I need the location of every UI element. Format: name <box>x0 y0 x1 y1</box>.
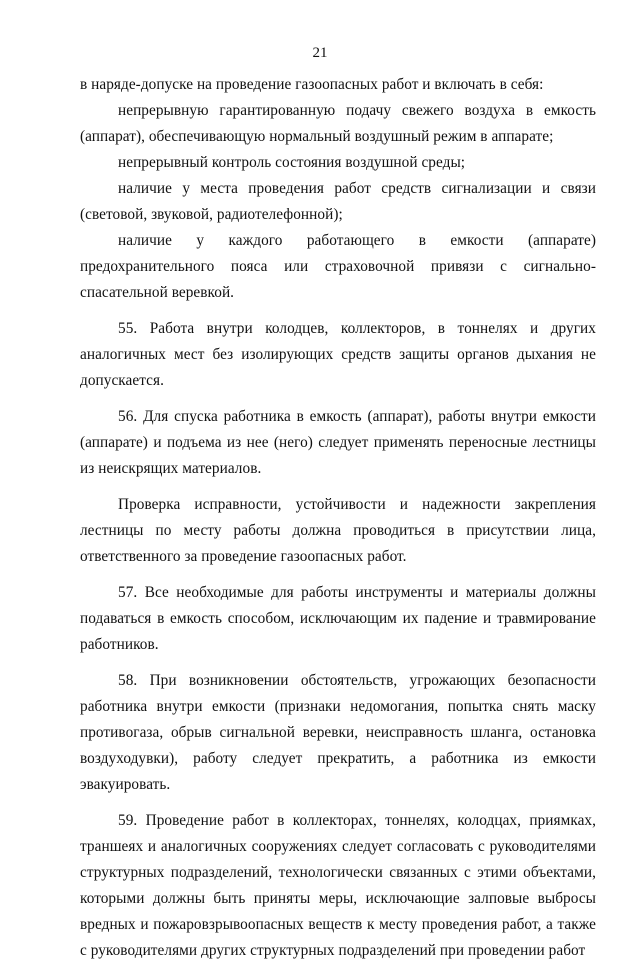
list-item-safety-belt: наличие у каждого работающего в емкости (аппарате) предохранительного пояса или страховочной привязи с сигнально-спасательной веревкой. <box>80 232 596 301</box>
clause-56-ladder-check: Проверка исправности, устойчивости и надежности закрепления лестницы по месту работы должна проводиться в присутствии лица, ответственного за проведение газоопасных работ. <box>80 496 596 565</box>
list-item-air-supply: непрерывную гарантированную подачу свежего воздуха в емкость (аппарат), обеспечивающую нормальный воздушный режим в аппарате; <box>80 102 596 145</box>
list-item-signaling: наличие у места проведения работ средств сигнализации и связи (световой, звуковой, радиотелефонной); <box>80 180 596 223</box>
clause-55: 55. Работа внутри колодцев, коллекторов, в тоннелях и других аналогичных мест без изолирующих средств защиты органов дыхания не допускается. <box>80 320 596 389</box>
paragraph-continuation: в наряде-допуске на проведение газоопасных работ и включать в себя: <box>80 76 544 93</box>
clause-58: 58. При возникновении обстоятельств, угрожающих безопасности работника внутри емкости (признаки недомогания, попытка снять маску противогаза, обрыв сигнальной веревки, неисправность шланга, остановка воздуходувки), работу следует прекратить, а работника из емкости эвакуировать. <box>80 672 596 793</box>
clause-56: 56. Для спуска работника в емкость (аппарат), работы внутри емкости (аппарате) и подъема из нее (него) следует применять переносные лестницы из неискрящих материалов. <box>80 408 596 477</box>
list-item-air-monitoring: непрерывный контроль состояния воздушной среды; <box>118 154 466 171</box>
clause-59: 59. Проведение работ в коллекторах, тоннелях, колодцах, приямках, траншеях и аналогичных сооружениях следует согласовать с руководителями структурных подразделений, технологически связанных с этими объектами, которыми должны быть приняты меры, исключающие залповые выбросы вредных и пожаровзрывоопасных веществ к месту проведения работ, а также с руководителями других структурных подразделений при проведении работ <box>80 812 596 959</box>
clause-57: 57. Все необходимые для работы инструменты и материалы должны подаваться в емкость способом, исключающим их падение и травмирование работников. <box>80 584 596 653</box>
page-number: 21 <box>312 45 328 61</box>
document-body <box>80 72 596 964</box>
